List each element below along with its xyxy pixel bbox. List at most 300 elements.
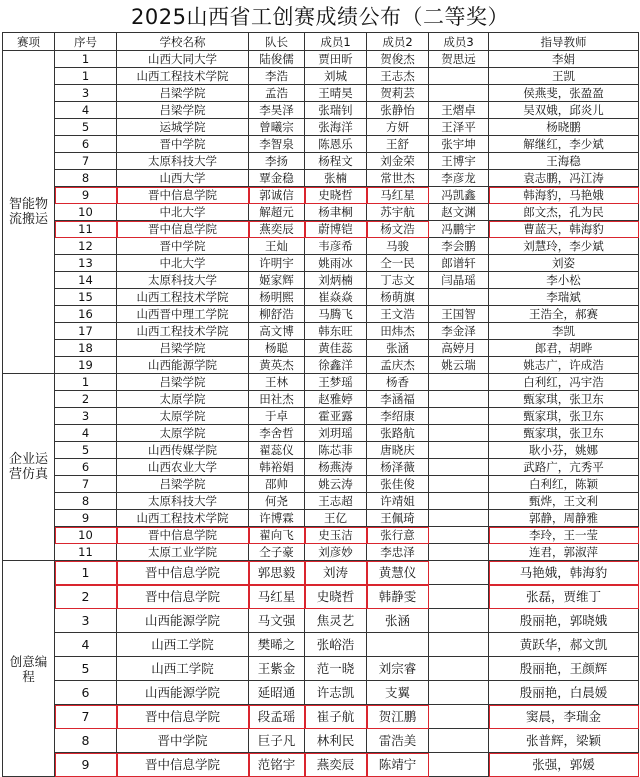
member1-cell: 刘玥瑶 — [305, 425, 367, 442]
captain-cell: 柳舒浩 — [249, 306, 305, 323]
teacher-cell: 曹蓝天，韩海豹 — [489, 221, 639, 238]
captain-cell: 高文博 — [249, 323, 305, 340]
school-cell: 太原学院 — [117, 408, 249, 425]
school-cell: 山西农业大学 — [117, 459, 249, 476]
member3-cell — [429, 681, 489, 705]
member1-cell: 史晓哲 — [305, 585, 367, 609]
member2-cell: 贺莉芸 — [367, 85, 429, 102]
table-row — [3, 255, 639, 272]
table-row — [3, 204, 639, 221]
school-cell: 吕梁学院 — [117, 102, 249, 119]
captain-cell: 李舍哲 — [249, 425, 305, 442]
school-cell: 太原科技大学 — [117, 272, 249, 289]
captain-cell: 李智泉 — [249, 136, 305, 153]
captain-cell: 孟浩 — [249, 85, 305, 102]
member1-cell: 徐鑫洋 — [305, 357, 367, 374]
header-number: 序号 — [55, 33, 117, 51]
member3-cell — [429, 425, 489, 442]
table-row — [3, 681, 639, 705]
school-cell: 太原工业学院 — [117, 544, 249, 561]
captain-cell: 杨聪 — [249, 340, 305, 357]
member1-cell: 黄佳蕊 — [305, 340, 367, 357]
member2-cell: 黄慧仪 — [367, 561, 429, 585]
school-cell: 山西能源学院 — [117, 681, 249, 705]
member2-cell: 张路航 — [367, 425, 429, 442]
teacher-cell: 王浩全，郝赛 — [489, 306, 639, 323]
school-cell: 吕梁学院 — [117, 340, 249, 357]
teacher-cell: 袁志鹏，冯江涛 — [489, 170, 639, 187]
table-row — [3, 221, 639, 238]
teacher-cell: 李小松 — [489, 272, 639, 289]
table-row — [3, 102, 639, 119]
member3-cell: 王泽平 — [429, 119, 489, 136]
captain-cell: 田社杰 — [249, 391, 305, 408]
number-cell: 5 — [55, 119, 117, 136]
teacher-cell: 甄家琪，张卫东 — [489, 408, 639, 425]
member2-cell: 陈靖宁 — [367, 753, 429, 777]
number-cell: 17 — [55, 323, 117, 340]
teacher-cell: 窦晨，李瑞金 — [489, 705, 639, 729]
school-cell: 晋中信息学院 — [117, 561, 249, 585]
member2-cell: 马红星 — [367, 187, 429, 204]
table-row — [3, 391, 639, 408]
school-cell: 山西工学院 — [117, 633, 249, 657]
number-cell: 1 — [55, 68, 117, 85]
school-cell: 山西工程技术学院 — [117, 323, 249, 340]
member3-cell — [429, 408, 489, 425]
school-cell: 山西工学院 — [117, 657, 249, 681]
member3-cell — [429, 527, 489, 544]
number-cell: 19 — [55, 357, 117, 374]
captain-cell: 王林 — [249, 374, 305, 391]
number-cell: 6 — [55, 681, 117, 705]
captain-cell: 郭思毅 — [249, 561, 305, 585]
member2-cell: 王舒 — [367, 136, 429, 153]
school-cell: 山西工程技术学院 — [117, 510, 249, 527]
table-row — [3, 544, 639, 561]
number-cell: 4 — [55, 102, 117, 119]
table-row — [3, 585, 639, 609]
teacher-cell: 吴双娥，邱炎儿 — [489, 102, 639, 119]
teacher-cell: 杨晓鹏 — [489, 119, 639, 136]
member3-cell: 王国智 — [429, 306, 489, 323]
school-cell: 晋中信息学院 — [117, 705, 249, 729]
table-row — [3, 633, 639, 657]
member3-cell — [429, 585, 489, 609]
member1-cell: 史玉洁 — [305, 527, 367, 544]
table-row — [3, 238, 639, 255]
member1-cell: 张瑞钊 — [305, 102, 367, 119]
school-cell: 山西大学 — [117, 170, 249, 187]
category-cell: 企业运营仿真 — [3, 374, 55, 561]
member1-cell: 杨程文 — [305, 153, 367, 170]
header-member2: 成员2 — [367, 33, 429, 51]
member1-cell: 陈恩乐 — [305, 136, 367, 153]
member3-cell: 姚云瑞 — [429, 357, 489, 374]
table-row — [3, 272, 639, 289]
member2-cell: 常世杰 — [367, 170, 429, 187]
number-cell: 5 — [55, 442, 117, 459]
school-cell: 山西能源学院 — [117, 609, 249, 633]
member1-cell: 燕奕辰 — [305, 753, 367, 777]
table-row — [3, 425, 639, 442]
teacher-cell: 李娟 — [489, 51, 639, 68]
member1-cell: 张峪浩 — [305, 633, 367, 657]
header-captain: 队长 — [249, 33, 305, 51]
member2-cell: 苏宇航 — [367, 204, 429, 221]
teacher-cell: 郎君，胡晔 — [489, 340, 639, 357]
member2-cell: 李涵福 — [367, 391, 429, 408]
member1-cell: 林利民 — [305, 729, 367, 753]
number-cell: 3 — [55, 408, 117, 425]
table-row — [3, 153, 639, 170]
school-cell: 山西晋中理工学院 — [117, 306, 249, 323]
school-cell: 吕梁学院 — [117, 476, 249, 493]
school-cell: 山西传媒学院 — [117, 442, 249, 459]
member3-cell: 冯凯鑫 — [429, 187, 489, 204]
member2-cell: 张行意 — [367, 527, 429, 544]
member1-cell: 崔焱焱 — [305, 289, 367, 306]
table-row — [3, 289, 639, 306]
member2-cell: 丁志文 — [367, 272, 429, 289]
captain-cell: 覃金稳 — [249, 170, 305, 187]
school-cell: 中北大学 — [117, 204, 249, 221]
teacher-cell: 马艳娥，韩海豹 — [489, 561, 639, 585]
member1-cell: 韦彦希 — [305, 238, 367, 255]
member3-cell: 闫晶瑶 — [429, 272, 489, 289]
teacher-cell: 郎文杰，孔为民 — [489, 204, 639, 221]
school-cell: 太原科技大学 — [117, 493, 249, 510]
table-row — [3, 170, 639, 187]
header-teacher: 指导教师 — [489, 33, 639, 51]
captain-cell: 解超元 — [249, 204, 305, 221]
number-cell: 4 — [55, 633, 117, 657]
member2-cell: 李绍康 — [367, 408, 429, 425]
member3-cell: 张宇坤 — [429, 136, 489, 153]
member3-cell: 李彦龙 — [429, 170, 489, 187]
teacher-cell: 耿小芬，姚娜 — [489, 442, 639, 459]
teacher-cell: 白利红，陈颖 — [489, 476, 639, 493]
teacher-cell: 殷丽艳，郭晓娥 — [489, 609, 639, 633]
member3-cell — [429, 85, 489, 102]
number-cell: 8 — [55, 493, 117, 510]
number-cell: 2 — [55, 585, 117, 609]
member3-cell: 李金泽 — [429, 323, 489, 340]
teacher-cell: 李玲，王一莹 — [489, 527, 639, 544]
member3-cell — [429, 633, 489, 657]
number-cell: 18 — [55, 340, 117, 357]
member3-cell — [429, 609, 489, 633]
page-title: 2025山西省工创赛成绩公布（二等奖） — [131, 5, 509, 29]
member3-cell — [429, 459, 489, 476]
member2-cell: 刘宗睿 — [367, 657, 429, 681]
member2-cell: 张涵 — [367, 609, 429, 633]
member1-cell: 陈芯菲 — [305, 442, 367, 459]
member2-cell: 孟庆杰 — [367, 357, 429, 374]
table-row — [3, 357, 639, 374]
captain-cell: 姬家辉 — [249, 272, 305, 289]
captain-cell: 仝子豪 — [249, 544, 305, 561]
member3-cell — [429, 705, 489, 729]
school-cell: 吕梁学院 — [117, 85, 249, 102]
member2-cell — [367, 633, 429, 657]
member3-cell: 王熠卓 — [429, 102, 489, 119]
member1-cell: 史晓哲 — [305, 187, 367, 204]
member2-cell: 杨香 — [367, 374, 429, 391]
member2-cell: 杨泽薇 — [367, 459, 429, 476]
category-cell: 智能物流搬运 — [3, 51, 55, 374]
member2-cell: 杨萌旗 — [367, 289, 429, 306]
member2-cell: 张涵 — [367, 340, 429, 357]
member1-cell: 王志超 — [305, 493, 367, 510]
teacher-cell: 李凯 — [489, 323, 639, 340]
captain-cell: 王紫金 — [249, 657, 305, 681]
school-cell: 晋中学院 — [117, 729, 249, 753]
table-row — [3, 85, 639, 102]
member2-cell: 韩静雯 — [367, 585, 429, 609]
member3-cell — [429, 391, 489, 408]
member3-cell — [429, 753, 489, 777]
member2-cell: 杨文浩 — [367, 221, 429, 238]
table-row — [3, 476, 639, 493]
captain-cell: 翟蕊仪 — [249, 442, 305, 459]
table-row — [3, 51, 639, 68]
teacher-cell: 甄家琪，张卫东 — [489, 425, 639, 442]
table-row — [3, 408, 639, 425]
number-cell: 12 — [55, 238, 117, 255]
member2-cell: 刘金荣 — [367, 153, 429, 170]
number-cell: 8 — [55, 170, 117, 187]
table-row — [3, 657, 639, 681]
teacher-cell: 张强，郭媛 — [489, 753, 639, 777]
table-row — [3, 705, 639, 729]
table-row — [3, 119, 639, 136]
school-cell: 晋中信息学院 — [117, 221, 249, 238]
member3-cell: 贺思远 — [429, 51, 489, 68]
header-category: 赛项 — [3, 33, 55, 51]
captain-cell: 段孟瑶 — [249, 705, 305, 729]
table-body — [3, 51, 639, 777]
school-cell: 晋中学院 — [117, 238, 249, 255]
number-cell: 1 — [55, 374, 117, 391]
school-cell: 运城学院 — [117, 119, 249, 136]
captain-cell: 燕奕辰 — [249, 221, 305, 238]
member3-cell — [429, 68, 489, 85]
member2-cell: 王文浩 — [367, 306, 429, 323]
school-cell: 山西工程技术学院 — [117, 289, 249, 306]
school-cell: 吕梁学院 — [117, 374, 249, 391]
table-row — [3, 68, 639, 85]
captain-cell: 何尧 — [249, 493, 305, 510]
member1-cell: 张海洋 — [305, 119, 367, 136]
number-cell: 11 — [55, 544, 117, 561]
member2-cell: 马骏 — [367, 238, 429, 255]
school-cell: 山西能源学院 — [117, 357, 249, 374]
number-cell: 16 — [55, 306, 117, 323]
teacher-cell: 殷丽艳，王颜辉 — [489, 657, 639, 681]
results-table — [2, 32, 639, 777]
member1-cell: 姚云涛 — [305, 476, 367, 493]
member1-cell: 范一晓 — [305, 657, 367, 681]
teacher-cell: 刘慧玲，李少斌 — [489, 238, 639, 255]
member3-cell — [429, 476, 489, 493]
captain-cell: 黄英杰 — [249, 357, 305, 374]
school-cell: 中北大学 — [117, 255, 249, 272]
number-cell: 13 — [55, 255, 117, 272]
member2-cell: 唐晓庆 — [367, 442, 429, 459]
member2-cell: 李忠泽 — [367, 544, 429, 561]
table-row — [3, 729, 639, 753]
captain-cell: 许明宇 — [249, 255, 305, 272]
school-cell: 晋中学院 — [117, 136, 249, 153]
teacher-cell: 王凯 — [489, 68, 639, 85]
teacher-cell: 解继红，李少斌 — [489, 136, 639, 153]
teacher-cell: 李瑞斌 — [489, 289, 639, 306]
school-cell: 太原学院 — [117, 425, 249, 442]
number-cell: 7 — [55, 153, 117, 170]
table-row — [3, 527, 639, 544]
member1-cell: 许志凯 — [305, 681, 367, 705]
teacher-cell: 张普辉，梁颖 — [489, 729, 639, 753]
captain-cell: 许博霖 — [249, 510, 305, 527]
captain-cell: 郭诚信 — [249, 187, 305, 204]
table-row — [3, 753, 639, 777]
number-cell: 14 — [55, 272, 117, 289]
member1-cell: 刘炳楠 — [305, 272, 367, 289]
number-cell: 1 — [55, 51, 117, 68]
member3-cell: 王博宇 — [429, 153, 489, 170]
member2-cell: 张佳俊 — [367, 476, 429, 493]
number-cell: 3 — [55, 85, 117, 102]
captain-cell: 曾曦宗 — [249, 119, 305, 136]
teacher-cell: 刘姿 — [489, 255, 639, 272]
table-row — [3, 442, 639, 459]
member3-cell — [429, 561, 489, 585]
member3-cell: 高婷月 — [429, 340, 489, 357]
member2-cell: 雷浩美 — [367, 729, 429, 753]
member1-cell: 姚雨冰 — [305, 255, 367, 272]
member1-cell: 王亿 — [305, 510, 367, 527]
teacher-cell: 甄烨，王文利 — [489, 493, 639, 510]
member1-cell: 刘彦妙 — [305, 544, 367, 561]
member3-cell — [429, 289, 489, 306]
number-cell: 7 — [55, 705, 117, 729]
teacher-cell: 殷丽艳，白晨媛 — [489, 681, 639, 705]
member1-cell: 王晴昊 — [305, 85, 367, 102]
school-cell: 山西工程技术学院 — [117, 68, 249, 85]
member1-cell: 张楠 — [305, 170, 367, 187]
captain-cell: 马文强 — [249, 609, 305, 633]
table-row — [3, 306, 639, 323]
captain-cell: 杨明熙 — [249, 289, 305, 306]
member3-cell — [429, 510, 489, 527]
member3-cell — [429, 729, 489, 753]
number-cell: 3 — [55, 609, 117, 633]
teacher-cell: 侯燕斐，张盈盈 — [489, 85, 639, 102]
member1-cell: 杨聿桐 — [305, 204, 367, 221]
number-cell: 15 — [55, 289, 117, 306]
number-cell: 9 — [55, 753, 117, 777]
member2-cell: 仝一民 — [367, 255, 429, 272]
member2-cell: 许靖姐 — [367, 493, 429, 510]
teacher-cell: 武路广，亢秀平 — [489, 459, 639, 476]
member2-cell: 方妍 — [367, 119, 429, 136]
number-cell: 10 — [55, 204, 117, 221]
teacher-cell: 黄跃华，郝文凯 — [489, 633, 639, 657]
member3-cell — [429, 544, 489, 561]
table-row — [3, 374, 639, 391]
member1-cell: 王梦瑶 — [305, 374, 367, 391]
header-member3: 成员3 — [429, 33, 489, 51]
teacher-cell: 连君，郭淑萍 — [489, 544, 639, 561]
member2-cell: 贺江鹏 — [367, 705, 429, 729]
table-row — [3, 187, 639, 204]
number-cell: 4 — [55, 425, 117, 442]
category-cell: 创意编程 — [3, 561, 55, 777]
teacher-cell: 郭静，周静雅 — [489, 510, 639, 527]
member1-cell: 赵雅婷 — [305, 391, 367, 408]
member1-cell: 焦灵艺 — [305, 609, 367, 633]
school-cell: 晋中信息学院 — [117, 585, 249, 609]
number-cell: 10 — [55, 527, 117, 544]
member1-cell: 韩东旺 — [305, 323, 367, 340]
header-member1: 成员1 — [305, 33, 367, 51]
table-row — [3, 493, 639, 510]
member3-cell: 冯鹏宇 — [429, 221, 489, 238]
header-school: 学校名称 — [117, 33, 249, 51]
member1-cell: 贾田昕 — [305, 51, 367, 68]
member1-cell: 刘城 — [305, 68, 367, 85]
captain-cell: 邵帅 — [249, 476, 305, 493]
number-cell: 2 — [55, 391, 117, 408]
school-cell: 太原科技大学 — [117, 153, 249, 170]
captain-cell: 巨子凡 — [249, 729, 305, 753]
school-cell: 晋中信息学院 — [117, 187, 249, 204]
number-cell: 6 — [55, 459, 117, 476]
teacher-cell: 白利红，冯宇浩 — [489, 374, 639, 391]
member1-cell: 马腾飞 — [305, 306, 367, 323]
table-row — [3, 609, 639, 633]
table-header-row — [3, 33, 639, 51]
captain-cell: 韩裕娟 — [249, 459, 305, 476]
member3-cell: 赵文渊 — [429, 204, 489, 221]
member1-cell: 霍亚露 — [305, 408, 367, 425]
teacher-cell: 王海稳 — [489, 153, 639, 170]
member3-cell — [429, 374, 489, 391]
member2-cell: 王志杰 — [367, 68, 429, 85]
table-row — [3, 561, 639, 585]
member3-cell — [429, 442, 489, 459]
table-row — [3, 136, 639, 153]
member2-cell: 张静怡 — [367, 102, 429, 119]
captain-cell: 于卓 — [249, 408, 305, 425]
table-row — [3, 340, 639, 357]
school-cell: 山西大同大学 — [117, 51, 249, 68]
school-cell: 晋中信息学院 — [117, 527, 249, 544]
member1-cell: 蔚博铠 — [305, 221, 367, 238]
number-cell: 7 — [55, 476, 117, 493]
number-cell: 6 — [55, 136, 117, 153]
table-row — [3, 459, 639, 476]
member2-cell: 支翼 — [367, 681, 429, 705]
captain-cell: 陆俊儒 — [249, 51, 305, 68]
member2-cell: 王佩琦 — [367, 510, 429, 527]
school-cell: 太原学院 — [117, 391, 249, 408]
member2-cell: 田炜杰 — [367, 323, 429, 340]
number-cell: 9 — [55, 187, 117, 204]
teacher-cell: 姚志广，许成浩 — [489, 357, 639, 374]
teacher-cell: 张磊，贾维丁 — [489, 585, 639, 609]
